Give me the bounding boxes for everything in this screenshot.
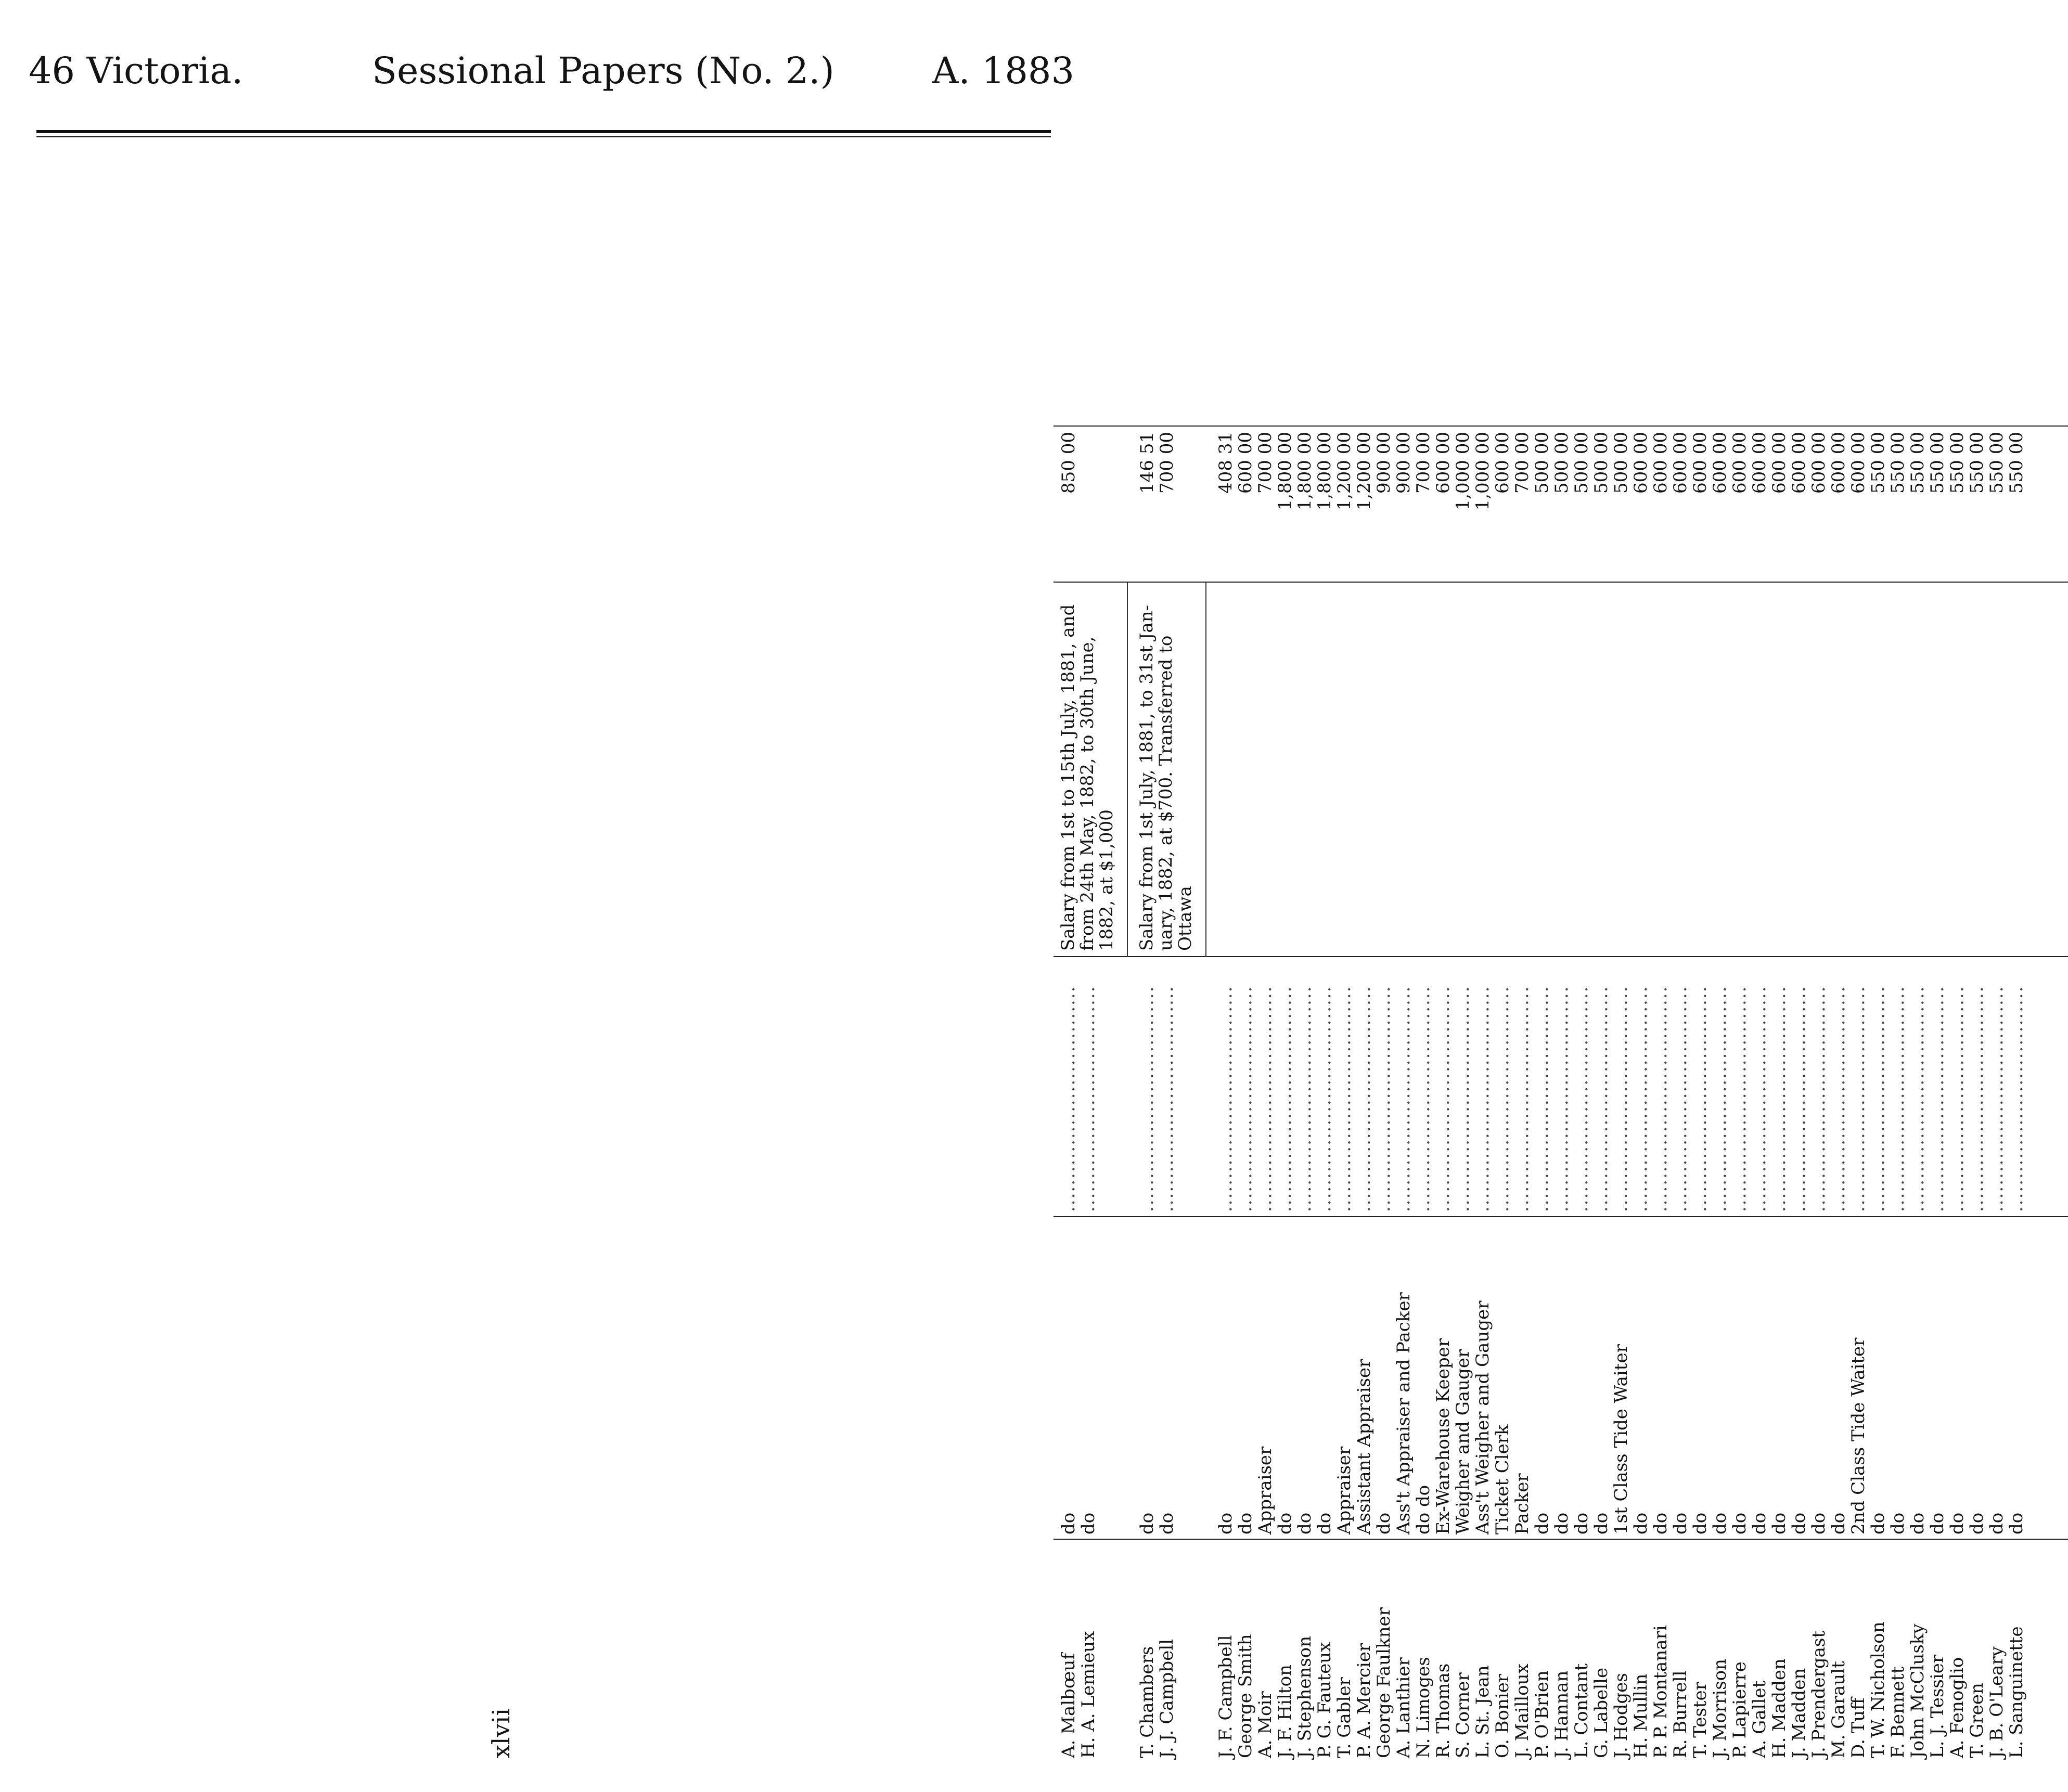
employee-office: do bbox=[1690, 1512, 1711, 1535]
table-row bbox=[1848, 229, 1868, 1763]
employee-office: do bbox=[1275, 1512, 1295, 1535]
salary-amount: 600 00 bbox=[1729, 432, 1750, 494]
salary-amount: 600 00 bbox=[1769, 432, 1790, 494]
salary-amount: 1,200 00 bbox=[1354, 432, 1375, 511]
table-row bbox=[1690, 229, 1710, 1763]
employee-office: Weigher and Gauger bbox=[1453, 1349, 1473, 1535]
table-row bbox=[1354, 229, 1374, 1763]
dot-leader: .................................. bbox=[1828, 985, 1849, 1212]
employee-name: A. Moir bbox=[1255, 1691, 1276, 1758]
salary-amount: 700 00 bbox=[1157, 432, 1177, 494]
table-row bbox=[1453, 229, 1473, 1763]
header-left: 46 Victoria. bbox=[29, 49, 243, 92]
employee-office: Ass't Weigher and Gauger bbox=[1472, 1300, 1493, 1535]
table-row bbox=[1572, 229, 1591, 1763]
employee-office: do bbox=[1868, 1512, 1889, 1535]
employee-office: do bbox=[1986, 1512, 2007, 1535]
dot-leader: .................................. bbox=[1630, 985, 1651, 1212]
table-row bbox=[1631, 229, 1651, 1763]
dot-leader: .................................. bbox=[2006, 985, 2027, 1212]
header-right: A. 1883 bbox=[932, 49, 1074, 92]
table-row bbox=[1512, 229, 1532, 1763]
employee-name: J. Mailloux bbox=[1512, 1664, 1533, 1758]
employee-office: do bbox=[1157, 1512, 1177, 1535]
salary-amount: 600 00 bbox=[1848, 432, 1869, 494]
employee-name: J. Madden bbox=[1789, 1668, 1809, 1758]
employee-name: J. Stephenson bbox=[1294, 1635, 1315, 1758]
salary-amount: 1,000 00 bbox=[1453, 432, 1473, 511]
table-row bbox=[1433, 229, 1453, 1763]
salary-amount: 408 31 bbox=[1215, 432, 1236, 494]
table-row bbox=[1275, 229, 1295, 1763]
table-row bbox=[1769, 229, 1789, 1763]
table-row bbox=[1374, 229, 1394, 1763]
employee-office: do bbox=[1828, 1512, 1849, 1535]
table-row bbox=[1236, 229, 1255, 1763]
salary-amount: 700 00 bbox=[1512, 432, 1533, 494]
table-row bbox=[1967, 229, 1987, 1763]
table-row bbox=[1394, 229, 1414, 1763]
table-row bbox=[1059, 229, 1078, 1763]
dot-leader: .................................. bbox=[1157, 985, 1177, 1212]
table-row bbox=[1295, 229, 1315, 1763]
table-row bbox=[1334, 229, 1354, 1763]
table-row bbox=[1730, 229, 1750, 1763]
dot-leader: .................................. bbox=[1275, 985, 1295, 1212]
employee-office: do bbox=[1058, 1512, 1079, 1535]
employee-office: do bbox=[1532, 1512, 1552, 1535]
salary-amount: 1,800 00 bbox=[1275, 432, 1295, 511]
salary-amount: 600 00 bbox=[1670, 432, 1691, 494]
salary-amount: 600 00 bbox=[1789, 432, 1809, 494]
dot-leader: .................................. bbox=[1769, 985, 1790, 1212]
table-row bbox=[1552, 229, 1572, 1763]
dot-leader: .................................. bbox=[1729, 985, 1750, 1212]
employee-name: A. Gallet bbox=[1749, 1680, 1770, 1758]
dot-leader: .................................. bbox=[1749, 985, 1770, 1212]
employee-office: do bbox=[1373, 1512, 1394, 1535]
employee-name: L. St. Jean bbox=[1472, 1665, 1493, 1758]
dot-leader: .................................. bbox=[1927, 985, 1948, 1212]
dot-leader: .................................. bbox=[1354, 985, 1375, 1212]
employee-office: Ex-Warehouse Keeper bbox=[1433, 1338, 1454, 1535]
dot-leader: .................................. bbox=[1453, 985, 1473, 1212]
salary-table bbox=[1054, 229, 2068, 1763]
employee-office: do do bbox=[1413, 1485, 1434, 1535]
employee-office: do bbox=[1314, 1512, 1335, 1535]
row-group-divider bbox=[1127, 583, 1128, 957]
salary-amount: 550 00 bbox=[1868, 432, 1889, 494]
page-folio: xlvii bbox=[487, 1708, 516, 1759]
dot-leader: .................................. bbox=[1532, 985, 1552, 1212]
employee-office: Ticket Clerk bbox=[1492, 1424, 1513, 1535]
employee-name: T. W. Nicholson bbox=[1868, 1621, 1889, 1758]
remarks-line: Salary from 1st July, 1881, to 31st Jan- bbox=[1136, 604, 1157, 951]
employee-office: do bbox=[1294, 1512, 1315, 1535]
salary-amount: 600 00 bbox=[1710, 432, 1730, 494]
header-rule-thick bbox=[36, 130, 1051, 133]
employee-name: G. Labelle bbox=[1591, 1667, 1612, 1758]
dot-leader: .................................. bbox=[1967, 985, 1987, 1212]
employee-name: J. F. Hilton bbox=[1275, 1665, 1295, 1758]
table-row bbox=[1809, 229, 1829, 1763]
salary-amount: 550 00 bbox=[2006, 432, 2027, 494]
employee-office: do bbox=[1927, 1512, 1948, 1535]
dot-leader: .................................. bbox=[1611, 985, 1632, 1212]
employee-name: T. Chambers bbox=[1137, 1646, 1158, 1758]
employee-name: P. G. Fauteux bbox=[1314, 1642, 1335, 1758]
employee-name: F. Bennett bbox=[1887, 1666, 1908, 1758]
dot-leader: .................................. bbox=[1492, 985, 1513, 1212]
salary-amount: 600 00 bbox=[1630, 432, 1651, 494]
dot-leader: .................................. bbox=[1235, 985, 1256, 1212]
employee-name: George Smith bbox=[1235, 1634, 1256, 1758]
dot-leader: .................................. bbox=[1255, 985, 1276, 1212]
salary-amount: 500 00 bbox=[1571, 432, 1592, 494]
employee-name: O. Bonier bbox=[1492, 1673, 1513, 1758]
dot-leader: .................................. bbox=[1887, 985, 1908, 1212]
employee-name: J. Hodges bbox=[1611, 1673, 1632, 1758]
dot-leader: .................................. bbox=[1789, 985, 1809, 1212]
employee-name: R. Burrell bbox=[1670, 1670, 1691, 1758]
employee-office: do bbox=[1710, 1512, 1730, 1535]
employee-office: do bbox=[1808, 1512, 1829, 1535]
employee-name: J. F. Campbell bbox=[1215, 1635, 1236, 1758]
salary-amount: 600 00 bbox=[1492, 432, 1513, 494]
employee-office: Packer bbox=[1512, 1473, 1533, 1535]
dot-leader: .................................. bbox=[1808, 985, 1829, 1212]
table-row bbox=[1829, 229, 1848, 1763]
dot-leader: .................................. bbox=[1334, 985, 1355, 1212]
dot-leader: .................................. bbox=[1433, 985, 1454, 1212]
salary-amount: 1,200 00 bbox=[1334, 432, 1355, 511]
employee-name: P. Lapierre bbox=[1729, 1661, 1750, 1758]
row-group-divider bbox=[1205, 583, 1206, 957]
employee-office: do bbox=[1235, 1512, 1256, 1535]
salary-amount: 600 00 bbox=[1235, 432, 1256, 494]
employee-name: P. P. Montanari bbox=[1650, 1625, 1671, 1758]
dot-leader: .................................. bbox=[1591, 985, 1612, 1212]
employee-name: R. Thomas bbox=[1433, 1663, 1454, 1758]
employee-name: D. Tuff bbox=[1848, 1697, 1869, 1758]
employee-office: Ass't Appraiser and Packer bbox=[1393, 1292, 1414, 1535]
salary-amount: 1,800 00 bbox=[1294, 432, 1315, 511]
table-row bbox=[1651, 229, 1671, 1763]
employee-name: T. Gabler bbox=[1334, 1677, 1355, 1758]
employee-office: do bbox=[1078, 1512, 1099, 1535]
employee-name: J. Prendergast bbox=[1808, 1630, 1829, 1758]
salary-amount: 550 00 bbox=[1887, 432, 1908, 494]
dot-leader: .................................. bbox=[1551, 985, 1572, 1212]
remarks-line: from 24th May, 1882, to 30th June, bbox=[1077, 636, 1098, 951]
salary-amount: 550 00 bbox=[1927, 432, 1948, 494]
dot-leader: .................................. bbox=[1670, 985, 1691, 1212]
salary-amount: 600 00 bbox=[1650, 432, 1671, 494]
table-row bbox=[1868, 229, 1888, 1763]
salary-amount: 600 00 bbox=[1808, 432, 1829, 494]
employee-name: J. J. Campbell bbox=[1157, 1639, 1177, 1758]
employee-office: do bbox=[1789, 1512, 1809, 1535]
table-row bbox=[1157, 229, 1177, 1763]
salary-amount: 600 00 bbox=[1433, 432, 1454, 494]
remarks-note bbox=[1059, 587, 1116, 951]
employee-name: A. Lanthier bbox=[1393, 1657, 1414, 1758]
employee-office: Assistant Appraiser bbox=[1354, 1359, 1375, 1535]
table-row bbox=[1710, 229, 1730, 1763]
employee-office: do bbox=[1630, 1512, 1651, 1535]
salary-amount: 550 00 bbox=[1907, 432, 1928, 494]
employee-office: do bbox=[2006, 1512, 2027, 1535]
employee-name: L. J. Tessier bbox=[1927, 1654, 1948, 1758]
employee-name: J. Morrison bbox=[1710, 1658, 1730, 1758]
employee-office: do bbox=[1591, 1512, 1612, 1535]
employee-office: do bbox=[1907, 1512, 1928, 1535]
employee-name: M. Garault bbox=[1828, 1661, 1849, 1758]
dot-leader: .................................. bbox=[1907, 985, 1928, 1212]
employee-office: do bbox=[1670, 1512, 1691, 1535]
table-row bbox=[1789, 229, 1809, 1763]
table-row bbox=[2007, 229, 2026, 1763]
dot-leader: .................................. bbox=[1314, 985, 1335, 1212]
employee-name: A. Malbœuf bbox=[1058, 1653, 1079, 1758]
table-row bbox=[1078, 229, 1098, 1763]
dot-leader: .................................. bbox=[1373, 985, 1394, 1212]
employee-name: T. Tester bbox=[1690, 1682, 1711, 1758]
employee-name: John McClusky bbox=[1907, 1623, 1928, 1758]
dot-leader: .................................. bbox=[1294, 985, 1315, 1212]
remarks-note bbox=[1137, 587, 1195, 951]
remarks-line: 1882, at $1,000 bbox=[1096, 809, 1117, 951]
salary-amount: 1,800 00 bbox=[1314, 432, 1335, 511]
employee-name: S. Corner bbox=[1453, 1672, 1473, 1758]
employee-office: do bbox=[1769, 1512, 1790, 1535]
table-row bbox=[1908, 229, 1928, 1763]
header-rule-thin bbox=[36, 136, 1051, 137]
dot-leader: .................................. bbox=[1215, 985, 1236, 1212]
salary-amount: 700 00 bbox=[1255, 432, 1276, 494]
dot-leader: .................................. bbox=[1848, 985, 1869, 1212]
salary-amount: 500 00 bbox=[1591, 432, 1612, 494]
employee-office: do bbox=[1137, 1512, 1158, 1535]
salary-amount: 550 00 bbox=[1986, 432, 2007, 494]
salary-amount bbox=[1078, 432, 1098, 577]
employee-office: Appraiser bbox=[1334, 1446, 1355, 1535]
salary-amount: 500 00 bbox=[1551, 432, 1572, 494]
dot-leader: .................................. bbox=[1868, 985, 1889, 1212]
employee-office: 2nd Class Tide Waiter bbox=[1848, 1337, 1869, 1535]
dot-leader: .................................. bbox=[1512, 985, 1533, 1212]
salary-amount: 500 00 bbox=[1532, 432, 1552, 494]
table-row bbox=[1216, 229, 1236, 1763]
dot-leader: .................................. bbox=[1058, 985, 1079, 1212]
running-header bbox=[29, 49, 1074, 107]
table-row bbox=[1671, 229, 1690, 1763]
employee-office: do bbox=[1650, 1512, 1671, 1535]
table-row bbox=[1414, 229, 1433, 1763]
salary-amount: 500 00 bbox=[1611, 432, 1632, 494]
employee-name: H. A. Lemieux bbox=[1078, 1631, 1099, 1758]
salary-amount: 550 00 bbox=[1967, 432, 1987, 494]
employee-name: H. Mullin bbox=[1630, 1673, 1651, 1758]
dot-leader: .................................. bbox=[1472, 985, 1493, 1212]
header-center: Sessional Papers (No. 2.) bbox=[372, 49, 834, 92]
employee-name: George Faulkner bbox=[1373, 1607, 1394, 1758]
employee-office: 1st Class Tide Waiter bbox=[1611, 1344, 1632, 1535]
salary-amount: 550 00 bbox=[1947, 432, 1968, 494]
dot-leader: .................................. bbox=[1710, 985, 1730, 1212]
table-row bbox=[1137, 229, 1157, 1763]
employee-office: do bbox=[1215, 1512, 1236, 1535]
salary-amount: 600 00 bbox=[1828, 432, 1849, 494]
dot-leader: .................................. bbox=[1571, 985, 1592, 1212]
remarks-line: Ottawa bbox=[1175, 886, 1196, 951]
employee-office: Appraiser bbox=[1255, 1446, 1276, 1535]
salary-amount: 900 00 bbox=[1393, 432, 1414, 494]
employee-name: T. Green bbox=[1967, 1683, 1987, 1758]
employee-name: H. Madden bbox=[1769, 1658, 1790, 1758]
salary-amount: 700 00 bbox=[1413, 432, 1434, 494]
table-row bbox=[1473, 229, 1493, 1763]
table-row bbox=[1750, 229, 1769, 1763]
employee-office: do bbox=[1749, 1512, 1770, 1535]
employee-name: L. Contant bbox=[1571, 1663, 1592, 1758]
dot-leader: .................................. bbox=[1393, 985, 1414, 1212]
table-row bbox=[1947, 229, 1967, 1763]
salary-amount: 1,000 00 bbox=[1472, 432, 1493, 511]
table-row bbox=[1611, 229, 1631, 1763]
table-row bbox=[1591, 229, 1611, 1763]
employee-name: J. Hannan bbox=[1551, 1670, 1572, 1758]
table-row bbox=[1532, 229, 1552, 1763]
remarks-line: Salary from 1st to 15th July, 1881, and bbox=[1058, 604, 1078, 951]
employee-office: do bbox=[1947, 1512, 1968, 1535]
salary-amount: 600 00 bbox=[1690, 432, 1711, 494]
salary-amount: 900 00 bbox=[1373, 432, 1394, 494]
table-row bbox=[1888, 229, 1908, 1763]
dot-leader: .................................. bbox=[1947, 985, 1968, 1212]
employee-office: do bbox=[1887, 1512, 1908, 1535]
table-row bbox=[1928, 229, 1947, 1763]
employee-office: do bbox=[1571, 1512, 1592, 1535]
remarks-line: uary, 1882, at $700. Transferred to bbox=[1155, 635, 1176, 951]
table-row bbox=[1493, 229, 1512, 1763]
salary-amount: 146 51 bbox=[1137, 432, 1158, 494]
employee-name: L. Sanguinette bbox=[2006, 1626, 2027, 1758]
employee-name: P. O'Brien bbox=[1532, 1670, 1552, 1758]
employee-office: do bbox=[1967, 1512, 1987, 1535]
employee-office: do bbox=[1729, 1512, 1750, 1535]
dot-leader: .................................. bbox=[1137, 985, 1158, 1212]
dot-leader: .................................. bbox=[1650, 985, 1671, 1212]
employee-name: N. Limoges bbox=[1413, 1657, 1434, 1758]
dot-leader: .................................. bbox=[1413, 985, 1434, 1212]
dot-leader: .................................. bbox=[1690, 985, 1711, 1212]
employee-name: P. A. Mercier bbox=[1354, 1643, 1375, 1758]
dot-leader: .................................. bbox=[1078, 985, 1099, 1212]
salary-amount: 600 00 bbox=[1749, 432, 1770, 494]
table-row bbox=[1315, 229, 1334, 1763]
table-row bbox=[1987, 229, 2007, 1763]
employee-office: do bbox=[1551, 1512, 1572, 1535]
employee-name: A. Fenoglio bbox=[1947, 1657, 1968, 1758]
dot-leader: .................................. bbox=[1986, 985, 2007, 1212]
table-row bbox=[1255, 229, 1275, 1763]
employee-name: J. B. O'Leary bbox=[1986, 1646, 2007, 1758]
salary-amount: 850 00 bbox=[1058, 432, 1079, 494]
